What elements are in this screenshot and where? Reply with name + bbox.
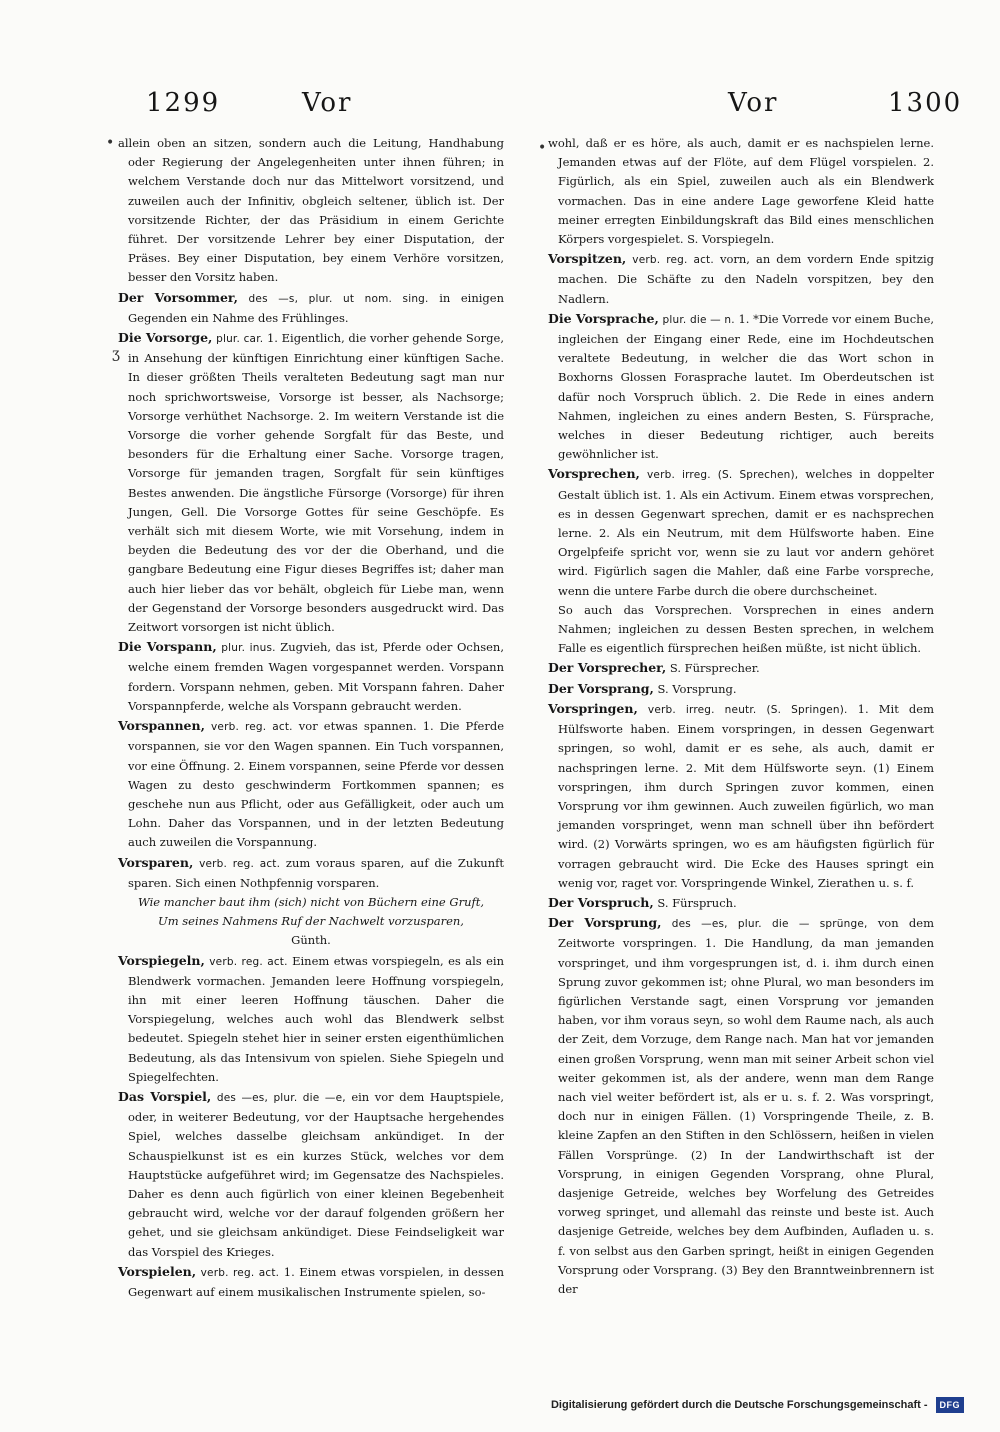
entry-text: in einigen Gegenden ein Nahme des Frühlinges.	[128, 290, 505, 325]
entry-grammar: verb. reg. act.	[200, 1266, 280, 1279]
entry-headword: Der Vorsprecher,	[548, 660, 667, 676]
entry-grammar: plur. car.	[216, 333, 264, 346]
dictionary-entry	[548, 893, 934, 913]
quote-line: Um seines Nahmens Ruf der Nachwelt vorzusparen,	[158, 914, 464, 929]
running-head-right: Vor	[728, 88, 779, 118]
entry-text: S. Vorsprung.	[657, 681, 737, 696]
entry-grammar: des —s, plur. ut nom. sing.	[248, 292, 429, 305]
page-number-left: 1299	[146, 88, 221, 118]
quote-source: Günth.	[291, 933, 331, 948]
entry-headword: Vorsprechen,	[548, 466, 640, 482]
entry-headword: Die Vorsorge,	[118, 330, 213, 346]
dictionary-entry	[548, 309, 934, 465]
entry-grammar: verb. reg. act.	[632, 254, 714, 267]
dfg-logo: DFG	[936, 1397, 965, 1413]
dictionary-entry	[548, 464, 934, 600]
entry-text: ein vor dem Hauptspiele, oder, in weiterer Bedeutung, vor der Hauptsache hergehendes Spiel, welches dasselbe gleichsam ankündiget. In der Schauspielkunst ist es ein kurzes Stück, welches vor dem Hauptstücke aufgeführet wird; im Gegensatze des Nachspieles. Daher es denn auch figürlich von einer kleinen Begebenheit gebraucht wird, welche vor der darauf folgenden größern her gehet, und sie gleichsam ankündiget. Diese Feindseligkeit war das Vorspiel des Krieges.	[128, 1089, 505, 1259]
dictionary-entry	[548, 249, 934, 309]
margin-mark: ʒ	[112, 346, 120, 362]
entry-text: 1. Eigentlich, die vorher gehende Sorge, in Ansehung der künftigen Einrichtung einer künftigen Sache. In dieser größten Theils veralteten Bedeutung sagt man nur noch sprichwortsweise, Vorsorge ist besser, als Nachsorge; Vorsorge verhüthet Nachsorge. 2. Im weitern Verstande ist die Vorsorge die vorher gehende Sorgfalt für das Beste, und besonders für die Erhaltung einer Sache. Vorsorge tragen, Vorsorge für jemanden tragen, Sorgfalt für sein künftiges Bestes anwenden. Die ängstliche Fürsorge (Vorsorge) für ihren Jungen, Gell. Die Vorsorge Gottes für seine Geschöpfe. Es verhält sich mit diesem Worte, wie mit Vorsehung, indem in beyden die Bedeutung des vor der die Oberhand, und die gangbare Bedeutung eine Figur dieses Begriffes ist; daher man auch hier lieber das vor behält, obgleich für Liebe man, wenn der Gegenstand der Vorsorge besonders ausgedruckt wird. Das Zeitwort vorsorgen ist nicht üblich.	[128, 331, 505, 635]
entry-headword: Die Vorsprache,	[548, 310, 659, 326]
entry-grammar: verb. irreg. neutr. (S. Springen).	[647, 703, 848, 716]
dictionary-entry	[118, 1087, 504, 1262]
entry-text: Zugvieh, das ist, Pferde oder Ochsen, welche einem fremden Wagen vorgespannet werden. Vorspann fordern. Vorspann nehmen, geben. Mit Vorspann fahren. Daher Vorspannpferde, welche als Vorspann gebraucht werden.	[128, 640, 504, 713]
entry-headword: Der Vorsprang,	[548, 680, 654, 696]
dictionary-entry	[118, 637, 504, 716]
dictionary-entry	[548, 658, 934, 678]
quote-line: Wie mancher baut ihm (sich) nicht von Büchern eine Gruft,	[137, 894, 485, 909]
page-number-right: 1300	[888, 88, 963, 118]
dictionary-entry	[118, 328, 504, 637]
dictionary-entry	[118, 1262, 504, 1302]
entry-text: vorn, an dem vordern Ende spitzig machen. Die Schäfte zu den Nadeln vorspitzen, bey den Nadlern.	[558, 252, 935, 306]
dictionary-entry	[548, 913, 934, 1299]
entry-continuation: So auch das Vorsprechen. Vorsprechen in eines andern Nahmen; ingleichen zu dessen Besten sprechen, in welchem Falle es eigentlich fürsprechen heißen müßte, ist nicht üblich.	[558, 602, 934, 656]
entry-text: Einem etwas vorspiegeln, es als ein Blendwerk vormachen. Jemanden leere Hoffnung vorspiegeln, ihn mit einer leeren Hoffnung täuschen. Daher die Vorspiegelung, welches auch wohl das Blendwerk selbst bedeutet. Spiegeln stehet hier in seiner ersten eigenthümlichen Bedeutung, als das Intensivum von spielen. Siehe Spiegeln und Spiegelfechten.	[128, 953, 504, 1084]
entry-grammar: plur. inus.	[221, 642, 276, 655]
entry-headword: Der Vorsommer,	[118, 289, 238, 305]
entry-grammar: verb. irreg. (S. Sprechen),	[647, 469, 799, 482]
entry-text: von dem Zeitworte vorspringen. 1. Die Handlung, da man jemanden vorspringet, und ihm vorgesprungen ist, d. i. ihm durch einen Sprung zuvor gekommen ist; ohne Plural, wo man besonders im figürlichen Verstande sagt, einen Vorsprung vor jemanden haben, vor ihm voraus seyn, so wohl dem Raume nach, als auch der Zeit, dem Vorzuge, dem Range nach. Man hat vor jemanden einen großen Vorsprung, wenn man mit seiner Arbeit schon viel weiter gekommen ist, als der andere, wenn man dem Range nach viel weiter befördert ist, als er u. s. f. 2. Was vorspringt, doch nur in einigen Fällen. (1) Vorspringende Theile, z. B. kleine Zapfen an den Stiften in den Schlössern, heißen in vielen Fällen Vorsprünge. (2) In der Landwirthschaft ist der Vorsprung, in einigen Gegenden Vorsprang, ohne Plural, dasjenige Getreide, welches bey Worfelung des Getreides vorweg springet, und allemahl das reinste und beste ist. Auch dasjenige Getreide, welches bey dem Aufbinden, Aufladen u. s. f. von selbst aus den Garben springt, heißt in einigen Gegenden Vorsprung oder Vorsprang. (3) Bey den Branntweinbrennern ist der	[558, 916, 935, 1296]
entry-continuation	[548, 134, 934, 249]
entry-headword: Vorspannen,	[118, 718, 205, 734]
entry-grammar: verb. reg. act.	[199, 857, 281, 870]
entry-text: allein oben an sitzen, sondern auch die Leitung, Handhabung oder Regierung der Angelegenheiten unter ihnen führen; in welchem Verstande doch nur das Mittelwort vorsitzend, und zuweilen auch der Infinitiv, obgleich seltener, üblich ist. Der vorsitzende Richter, der das Präsidium in einem Gerichte führet. Der vorsitzende Lehrer bey einer Disputation, der Präses. Bey einer Disputation, bey einem Verhöre vorsitzen, besser den Vorsitz haben.	[118, 136, 504, 285]
left-column	[118, 134, 504, 1302]
entry-grammar: des —es, plur. die — sprünge,	[671, 918, 868, 931]
dictionary-entry	[118, 716, 504, 852]
footer-credit: Digitalisierung gefördert durch die Deutsche Forschungsgemeinschaft -	[550, 1399, 928, 1411]
dictionary-entry	[548, 699, 934, 893]
entry-grammar: plur. die — n.	[662, 313, 735, 326]
entry-headword: Vorspiegeln,	[118, 952, 205, 968]
footer	[551, 1394, 964, 1416]
entry-headword: Vorspitzen,	[548, 251, 627, 267]
margin-mark: •	[106, 135, 115, 151]
right-column	[548, 134, 934, 1299]
margin-mark: •	[538, 140, 547, 156]
entry-continuation	[118, 134, 504, 288]
entry-text: S. Fürsprecher.	[669, 661, 760, 676]
entry-text: 1. Einem etwas vorspielen, in dessen Gegenwart auf einem musikalischen Instrumente spielen, so-	[128, 1264, 504, 1299]
entry-grammar: verb. reg. act.	[209, 955, 288, 968]
entry-headword: Die Vorspann,	[118, 639, 217, 655]
running-head-left: Vor	[302, 88, 353, 118]
entry-text: 1. *Die Vorrede vor einem Buche, ingleichen der Eingang einer Rede, eine im Hochdeutschen veraltete Bedeutung, in welcher die das Wort schon in Boxhorns Glossen Forasprache lautet. Im Oberdeutschen ist dafür noch Vorspruch üblich. 2. Die Rede in eines andern Nahmen, ingleichen zu eines andern Besten, S. Fürsprache, welches in dieser Bedeutung richtiger, auch bereits gewöhnlicher ist.	[558, 311, 935, 462]
dictionary-entry	[548, 679, 934, 699]
entry-text: welches in doppelter Gestalt üblich ist. 1. Als ein Activum. Einem etwas vorsprechen, es in dessen Gegenwart sprechen, damit er es nachsprechen lerne. 2. Als ein Neutrum, mit dem Hülfsworte haben. Eine Orgelpfeife spricht vor, wenn sie zu laut vor andern gehöret wird. Figürlich sagen die Mahler, daß eine Farbe vorspreche, wenn die untere Farbe durch die obere durchscheinet.	[558, 467, 934, 598]
entry-headword: Der Vorsprung,	[548, 915, 662, 931]
entry-headword: Der Vorspruch,	[548, 894, 654, 910]
entry-text: wohl, daß er es höre, als auch, damit er es nachspielen lerne. Jemanden etwas auf der Flöte, auf dem Flügel vorspielen. 2. Figürlich, als ein Spiel, zuweilen auch als ein Blendwerk vormachen. Das in eine andere Lage geworfene Kleid hatte meiner erregten Einbildungskraft das Bild eines menschlichen Körpers vorgespielet. S. Vorspiegeln.	[548, 136, 934, 247]
dictionary-entry	[118, 288, 504, 328]
entry-headword: Vorspringen,	[548, 700, 638, 716]
dictionary-entry	[118, 951, 504, 1087]
entry-text: vor etwas spannen. 1. Die Pferde vorspannen, sie vor den Wagen spannen. Ein Tuch vorspannen, vor eine Öffnung. 2. Einem vorspannen, seine Pferde vor dessen Wagen zu desto geschwinderm Fortkommen spannen; es geschehe nun aus Pflicht, oder aus Gefälligkeit, oder auch um Lohn. Daher das Vorspannen, und in der letzten Bedeutung auch zuweilen die Vorspannung.	[128, 719, 505, 850]
dictionary-entry	[118, 853, 504, 893]
entry-headword: Das Vorspiel,	[118, 1088, 212, 1104]
entry-headword: Vorspielen,	[118, 1263, 197, 1279]
entry-grammar: verb. reg. act.	[211, 721, 293, 734]
entry-grammar: des —es, plur. die —e,	[216, 1091, 346, 1104]
entry-text: S. Fürspruch.	[657, 895, 737, 910]
entry-headword: Vorsparen,	[118, 854, 194, 870]
entry-text: 1. Mit dem Hülfsworte haben. Einem vorspringen, in dessen Gegenwart springen, so wohl, damit er es sehe, als auch, damit er nachspringen lerne. 2. Mit dem Hülfsworte seyn. (1) Einem vorspringen, ihm durch Springen zuvor kommen, einen Vorsprung vor ihm gewinnen. Auch zuweilen figürlich, wo man jemanden vorspringet, wenn man schnell über ihn befördert wird. (2) Vorwärts springen, wo es am häufigsten figürlich für vorragen gebraucht wird. Die Ecke des Hauses springt ein wenig vor, raget vor. Vorspringende Winkel, Zierathen u. s. f.	[558, 701, 934, 890]
entry-text: zum voraus sparen, auf die Zukunft sparen. Sich einen Nothpfennig vorsparen.	[128, 855, 504, 890]
